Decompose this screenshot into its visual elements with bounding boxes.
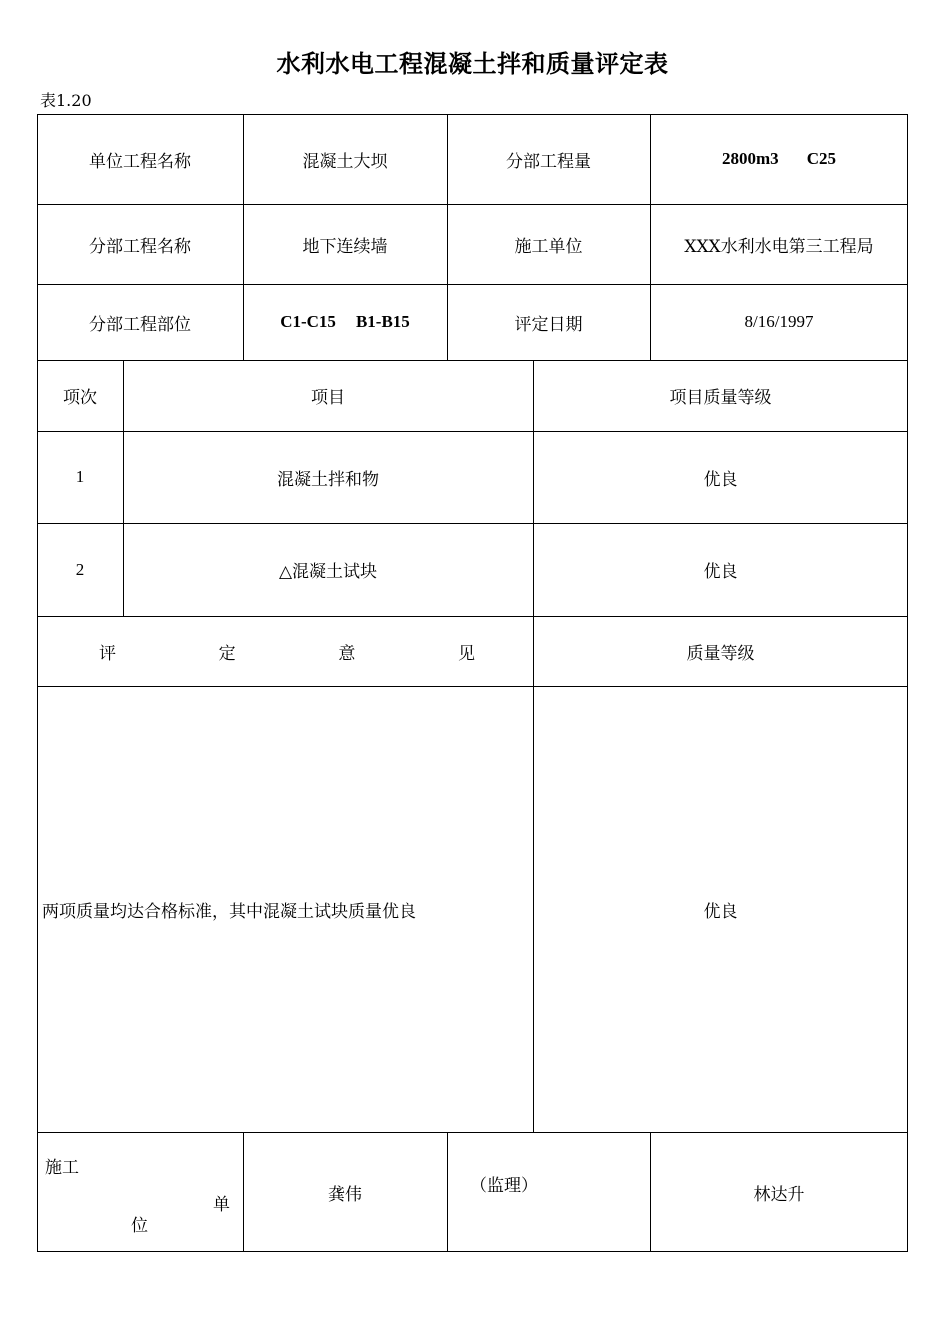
opinion-char: 意: [338, 643, 356, 664]
unit-project-label: 单位工程名称: [89, 151, 191, 172]
sub-quantity-value: [650, 114, 908, 204]
quality-grade-header: 质量等级: [686, 643, 755, 664]
item-name: △混凝土试块: [278, 562, 378, 582]
opinion-text: 两项质量均达合格标准，其中混凝土试块质量优良: [42, 901, 416, 922]
unit-project-value: 混凝土大坝: [302, 151, 388, 172]
sub-location-value: [243, 284, 447, 360]
opinion-char: 定: [218, 643, 236, 664]
sub-quantity-label: 分部工程量: [506, 151, 591, 172]
page-title: 水利水电工程混凝土拌和质量评定表: [276, 49, 669, 78]
sub-location-label: 分部工程部位: [89, 314, 191, 335]
contractor-label: 施工单位: [514, 236, 583, 257]
item-no: 1: [75, 467, 85, 486]
item-grade: 优良: [703, 469, 738, 490]
concrete-grade: C25: [806, 149, 836, 168]
contractor-sign-label-1: 施工: [45, 1158, 79, 1178]
items-header-item: 项目: [311, 388, 345, 408]
contractor-sign-label-3: 位: [131, 1216, 148, 1236]
opinion-char: 评: [99, 643, 116, 664]
contractor-value: XXX水利水电第三工程局: [684, 236, 874, 257]
contractor-sign-label-2: 单: [213, 1195, 230, 1215]
sub-name-value: 地下连续墙: [302, 236, 388, 257]
opinion-header: [37, 616, 533, 686]
opinion-char: 见: [457, 643, 475, 664]
items-header-no: 项次: [63, 388, 97, 408]
supervisor-label: （监理）: [470, 1176, 538, 1196]
sub-quantity-amount: 2800m3: [722, 149, 779, 168]
items-header-grade: 项目质量等级: [669, 388, 772, 408]
sub-name-label: 分部工程名称: [89, 236, 191, 257]
table-number: 表1.20: [40, 91, 92, 110]
quality-grade-value: 优良: [703, 901, 738, 922]
eval-date-value: 8/16/1997: [744, 312, 814, 331]
sub-location-range-b: B1-B15: [355, 312, 410, 331]
item-grade: 优良: [703, 562, 738, 582]
item-no: 2: [75, 559, 85, 579]
supervisor-person: 林达升: [753, 1184, 805, 1205]
sub-location-range-c: C1-C15: [280, 312, 336, 331]
item-name: 混凝土拌和物: [277, 469, 379, 490]
contractor-person: 龚伟: [328, 1184, 362, 1205]
eval-date-label: 评定日期: [514, 314, 583, 335]
